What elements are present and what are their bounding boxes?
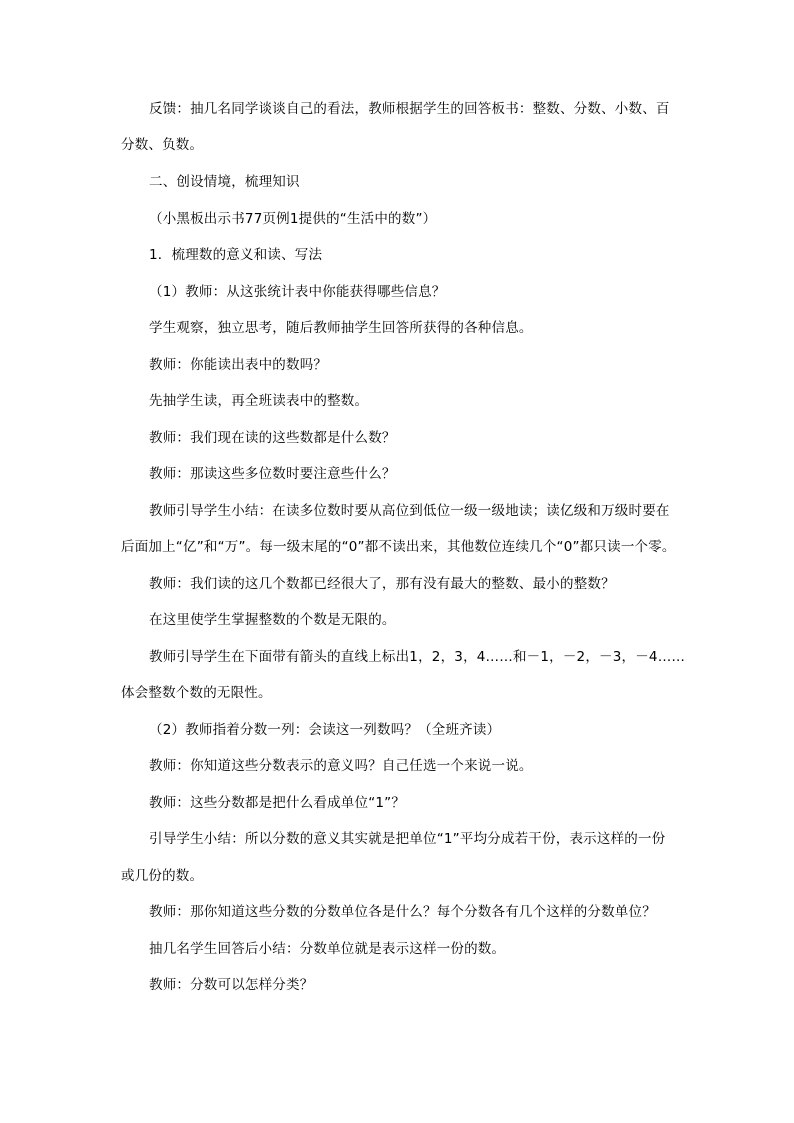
paragraph-summary-1-cont: 后面加上“亿”和“万”。每一级末尾的“0”都不读出来，其他数位连续几个“0”都只读一个零。 (121, 539, 676, 555)
paragraph-infinite: 在这里使学生掌握整数的个数是无限的。 (149, 612, 396, 628)
section-heading-2: 二、创设情境，梳理知识 (149, 174, 300, 190)
paragraph-summary-2: 引导学生小结：所以分数的意义其实就是把单位“1”平均分成若干份，表示这样的一份 (149, 831, 666, 847)
paragraph-step-1: （1）教师：从这张统计表中你能获得哪些信息？ (149, 284, 446, 300)
paragraph-number-line: 教师引导学生在下面带有箭头的直线上标出1，2，3，4……和－1，－2，－3，－4…… (149, 649, 686, 665)
paragraph-blackboard: （小黑板出示书77页例1提供的“生活中的数”） (149, 211, 437, 227)
paragraph-step-2: （2）教师指着分数一列：会读这一列数吗？（全班齐读） (149, 722, 501, 738)
paragraph-teacher-q6: 教师：这些分数都是把什么看成单位“1”？ (149, 795, 406, 811)
paragraph-teacher-q8: 教师：分数可以怎样分类？ (149, 977, 314, 993)
paragraph-teacher-q4: 教师：我们读的这几个数都已经很大了，那有没有最大的整数、最小的整数？ (149, 576, 615, 592)
paragraph-teacher-q1: 教师：你能读出表中的数吗？ (149, 357, 328, 373)
paragraph-read: 先抽学生读，再全班读表中的整数。 (149, 393, 369, 409)
paragraph-summary-1: 教师引导学生小结：在读多位数时要从高位到低位一级一级地读；读亿级和万级时要在 (149, 503, 670, 519)
paragraph-feedback: 反馈：抽几名同学谈谈自己的看法，教师根据学生的回答板书：整数、分数、小数、百 (149, 101, 670, 117)
paragraph-teacher-q5: 教师：你知道这些分数表示的意义吗？自己任选一个来说一说。 (149, 758, 533, 774)
paragraph-teacher-q7: 教师：那你知道这些分数的分数单位各是什么？每个分数各有几个这样的分数单位？ (149, 904, 656, 920)
paragraph-observe: 学生观察，独立思考，随后教师抽学生回答所获得的各种信息。 (149, 320, 533, 336)
subheading-1: 1．梳理数的意义和读、写法 (149, 247, 323, 263)
paragraph-number-line-cont: 体会整数个数的无限性。 (121, 685, 272, 701)
paragraph-teacher-q3: 教师：那读这些多位数时要注意些什么？ (149, 466, 396, 482)
paragraph-feedback-cont: 分数、负数。 (121, 137, 204, 153)
paragraph-summary-3: 抽几名学生回答后小结：分数单位就是表示这样一份的数。 (149, 941, 506, 957)
paragraph-summary-2-cont: 或几份的数。 (121, 868, 204, 884)
paragraph-teacher-q2: 教师：我们现在读的这些数都是什么数？ (149, 430, 396, 446)
